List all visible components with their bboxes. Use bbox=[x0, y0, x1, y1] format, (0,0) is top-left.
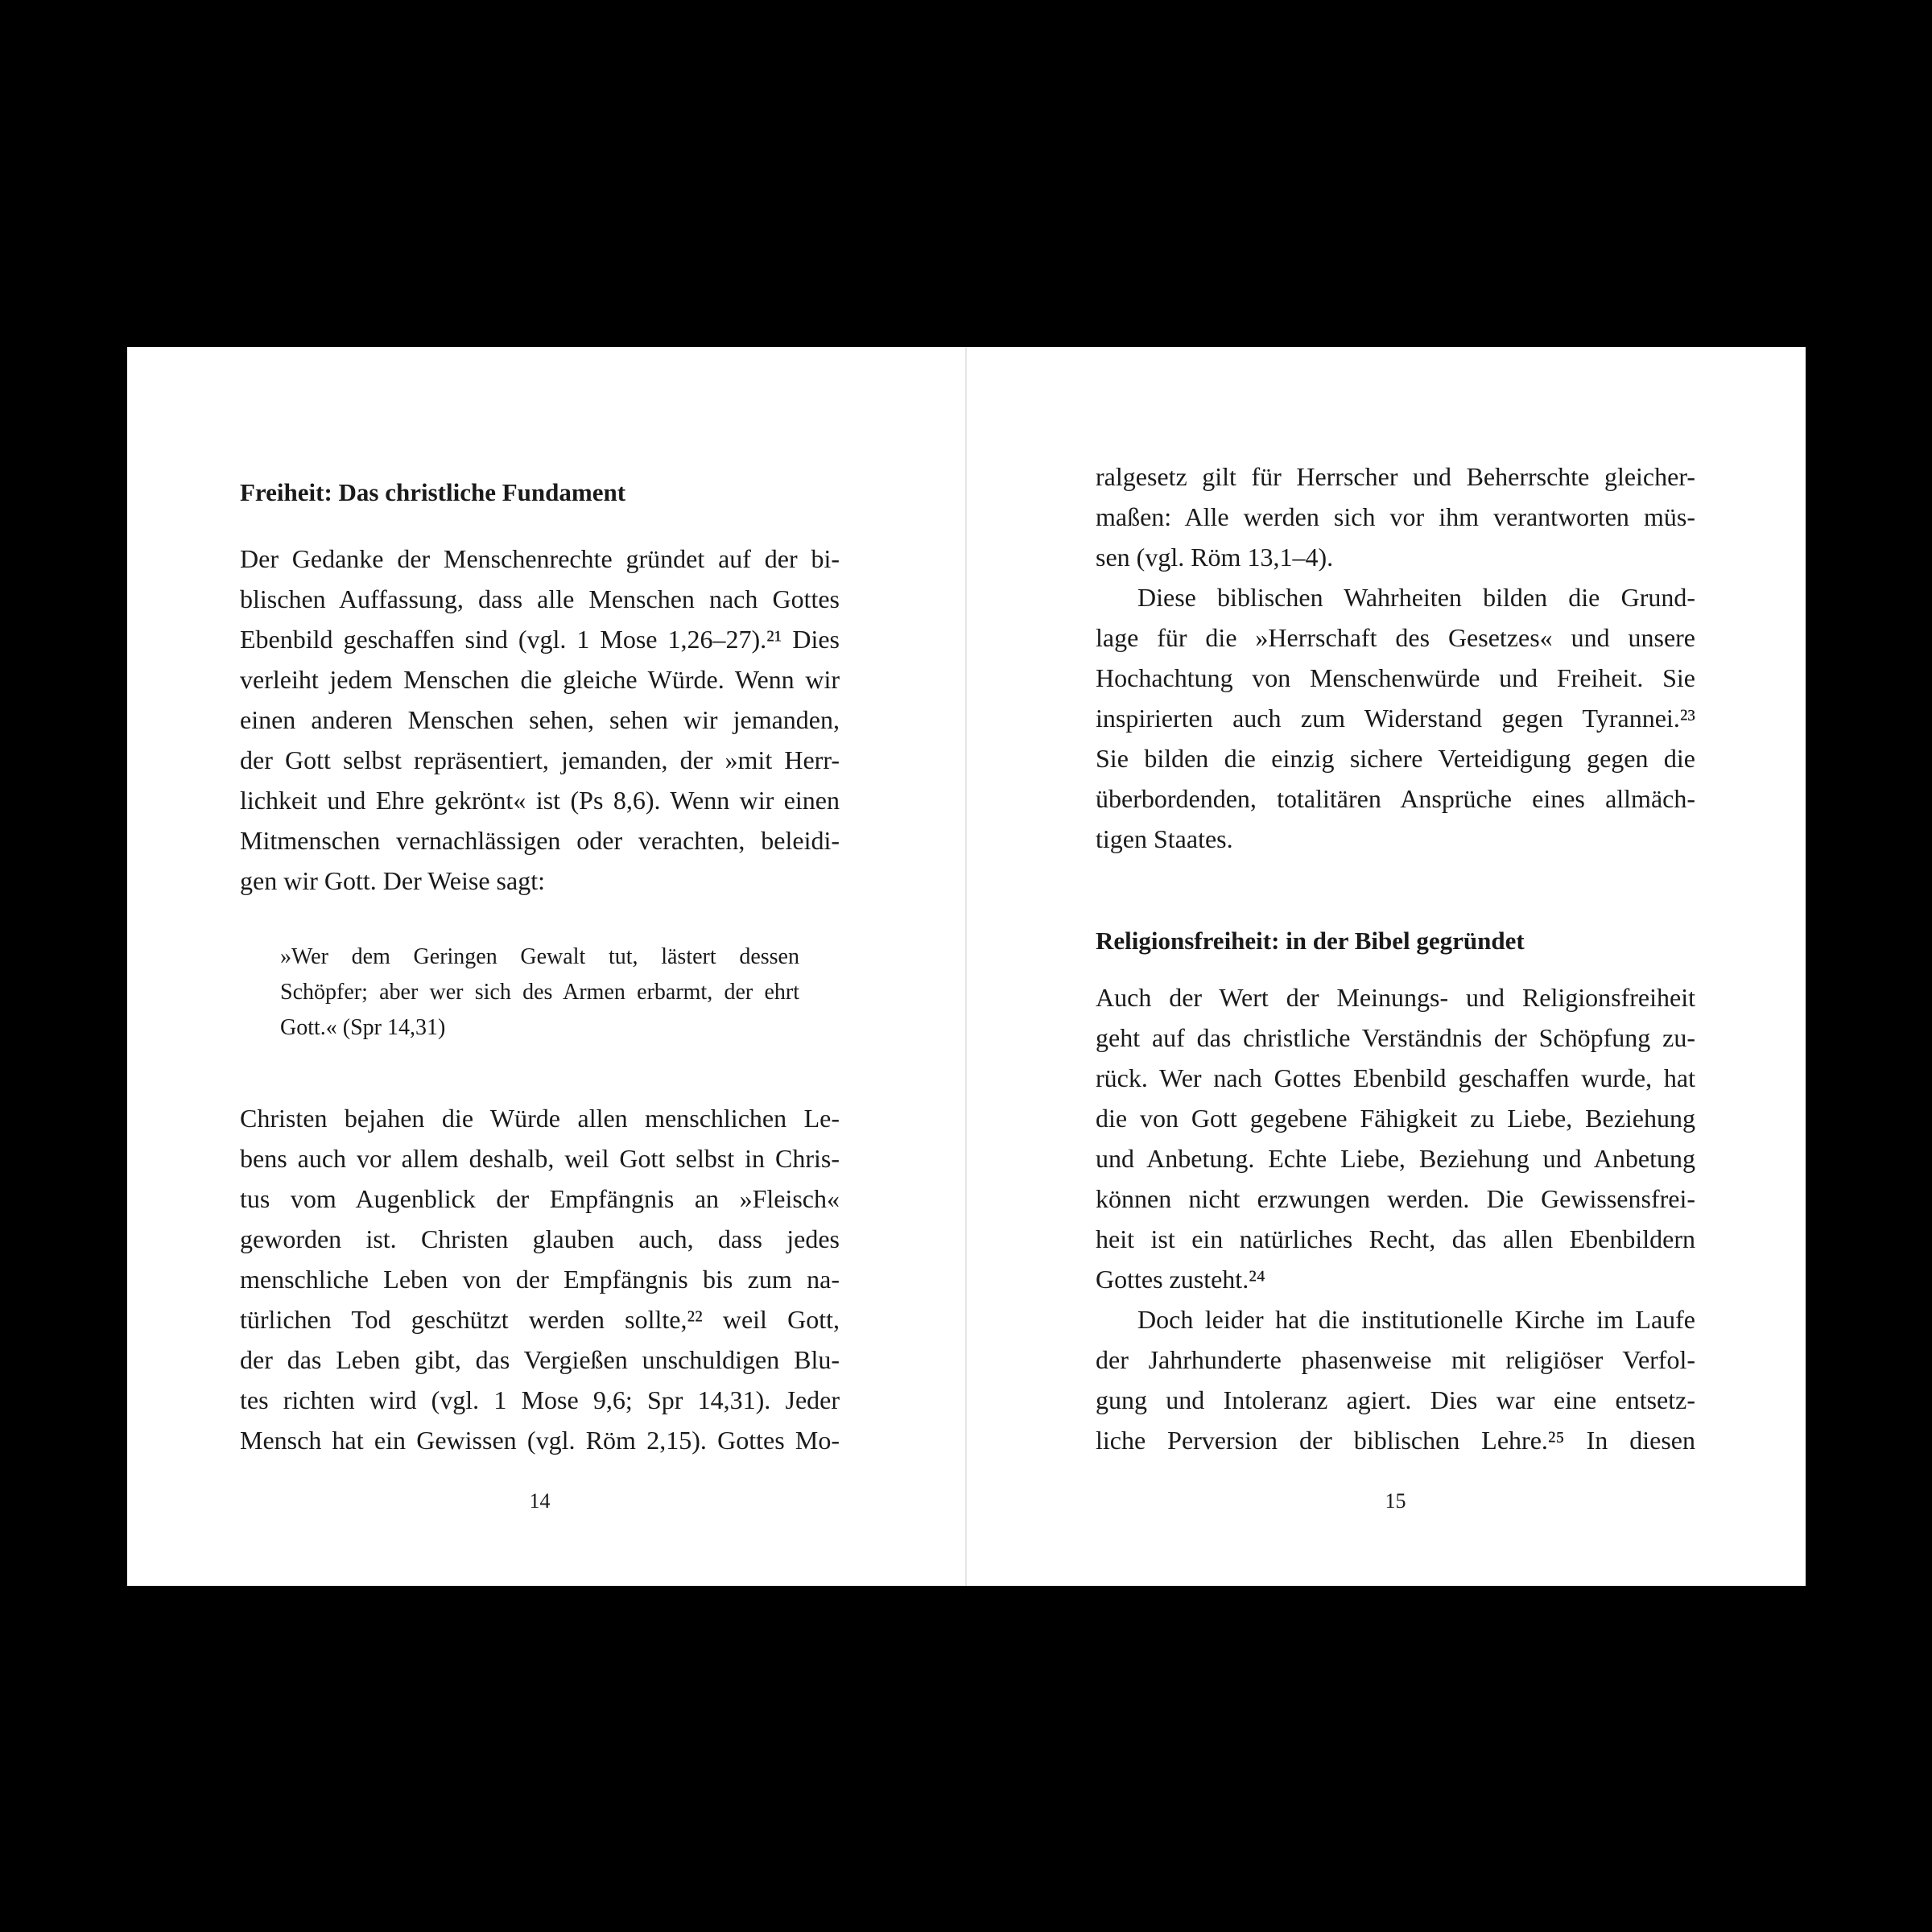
body-line: liche Perversion der biblischen Lehre.²⁵ In diesen bbox=[1096, 1426, 1695, 1455]
body-line: Hochachtung von Menschenwürde und Freiheit. Sie bbox=[1096, 663, 1695, 692]
section-heading-religionsfreiheit: Religionsfreiheit: in der Bibel gegründet bbox=[1096, 927, 1525, 955]
body-line: inspirierten auch zum Widerstand gegen Tyrannei.²³ bbox=[1096, 704, 1695, 733]
body-line: gung und Intoleranz agiert. Dies war eine entsetz- bbox=[1096, 1385, 1695, 1414]
body-line: Doch leider hat die institutionelle Kirche im Laufe bbox=[1137, 1305, 1695, 1334]
body-line: Christen bejahen die Würde allen menschlichen Le- bbox=[240, 1104, 840, 1133]
page-number: 15 bbox=[1385, 1489, 1406, 1513]
body-line: blischen Auffassung, dass alle Menschen nach Gottes bbox=[240, 584, 840, 613]
body-line: heit ist ein natürliches Recht, das allen Ebenbildern bbox=[1096, 1224, 1695, 1253]
body-line: Auch der Wert der Meinungs- und Religionsfreiheit bbox=[1096, 983, 1695, 1012]
book-spread bbox=[127, 347, 1806, 1586]
body-line: Mensch hat ein Gewissen (vgl. Röm 2,15). Gottes Mo- bbox=[240, 1426, 840, 1455]
body-line: und Anbetung. Echte Liebe, Beziehung und Anbetung bbox=[1096, 1144, 1695, 1173]
page-number: 14 bbox=[529, 1489, 551, 1513]
body-line: tigen Staates. bbox=[1096, 824, 1233, 853]
body-line: der das Leben gibt, das Vergießen unschuldigen Blu- bbox=[240, 1345, 840, 1374]
body-line: der Jahrhunderte phasenweise mit religiöser Verfol- bbox=[1096, 1345, 1695, 1374]
body-line: ralgesetz gilt für Herrscher und Beherrschte gleicher- bbox=[1096, 462, 1695, 491]
body-line: lichkeit und Ehre gekrönt« ist (Ps 8,6). Wenn wir einen bbox=[240, 786, 840, 815]
body-line: tus vom Augenblick der Empfängnis an »Fleisch« bbox=[240, 1184, 840, 1213]
body-line: einen anderen Menschen sehen, sehen wir jemanden, bbox=[240, 705, 840, 734]
right-page bbox=[1096, 347, 1695, 1586]
body-line: der Gott selbst repräsentiert, jemanden, der »mit Herr- bbox=[240, 745, 840, 774]
body-line: sen (vgl. Röm 13,1–4). bbox=[1096, 543, 1334, 572]
body-line: Diese biblischen Wahrheiten bilden die Grund- bbox=[1137, 583, 1695, 612]
body-line: menschliche Leben von der Empfängnis bis zum na- bbox=[240, 1265, 840, 1294]
body-line: rück. Wer nach Gottes Ebenbild geschaffen wurde, hat bbox=[1096, 1063, 1695, 1092]
section-heading-freiheit: Freiheit: Das christliche Fundament bbox=[240, 478, 626, 506]
body-line: verleiht jedem Menschen die gleiche Würde. Wenn wir bbox=[240, 665, 840, 694]
body-line: bens auch vor allem deshalb, weil Gott selbst in Chris- bbox=[240, 1144, 840, 1173]
block-quote-line: Schöpfer; aber wer sich des Armen erbarmt, der ehrt bbox=[280, 980, 799, 1005]
body-line: geht auf das christliche Verständnis der Schöpfung zu- bbox=[1096, 1023, 1695, 1052]
body-line: Mitmenschen vernachlässigen oder verachten, beleidi- bbox=[240, 826, 840, 855]
body-line: überbordenden, totalitären Ansprüche eines allmäch- bbox=[1096, 784, 1695, 813]
left-page bbox=[240, 347, 840, 1586]
body-line: maßen: Alle werden sich vor ihm verantworten müs- bbox=[1096, 502, 1695, 531]
body-line: die von Gott gegebene Fähigkeit zu Liebe, Beziehung bbox=[1096, 1104, 1695, 1133]
body-line: lage für die »Herrschaft des Gesetzes« und unsere bbox=[1096, 623, 1695, 652]
body-line: Ebenbild geschaffen sind (vgl. 1 Mose 1,26–27).²¹ Dies bbox=[240, 625, 840, 654]
page-gutter bbox=[965, 347, 967, 1586]
body-line: türlichen Tod geschützt werden sollte,²² weil Gott, bbox=[240, 1305, 840, 1334]
body-line: Der Gedanke der Menschenrechte gründet auf der bi- bbox=[240, 544, 840, 573]
body-line: geworden ist. Christen glauben auch, dass jedes bbox=[240, 1224, 840, 1253]
body-line: Sie bilden die einzig sichere Verteidigung gegen die bbox=[1096, 744, 1695, 773]
body-line: tes richten wird (vgl. 1 Mose 9,6; Spr 14,31). Jeder bbox=[240, 1385, 840, 1414]
body-line: können nicht erzwungen werden. Die Gewissensfrei- bbox=[1096, 1184, 1695, 1213]
block-quote-line: Gott.« (Spr 14,31) bbox=[280, 1015, 446, 1040]
body-line: Gottes zusteht.²⁴ bbox=[1096, 1265, 1265, 1294]
block-quote-line: »Wer dem Geringen Gewalt tut, lästert dessen bbox=[280, 944, 799, 969]
body-line: gen wir Gott. Der Weise sagt: bbox=[240, 866, 545, 895]
